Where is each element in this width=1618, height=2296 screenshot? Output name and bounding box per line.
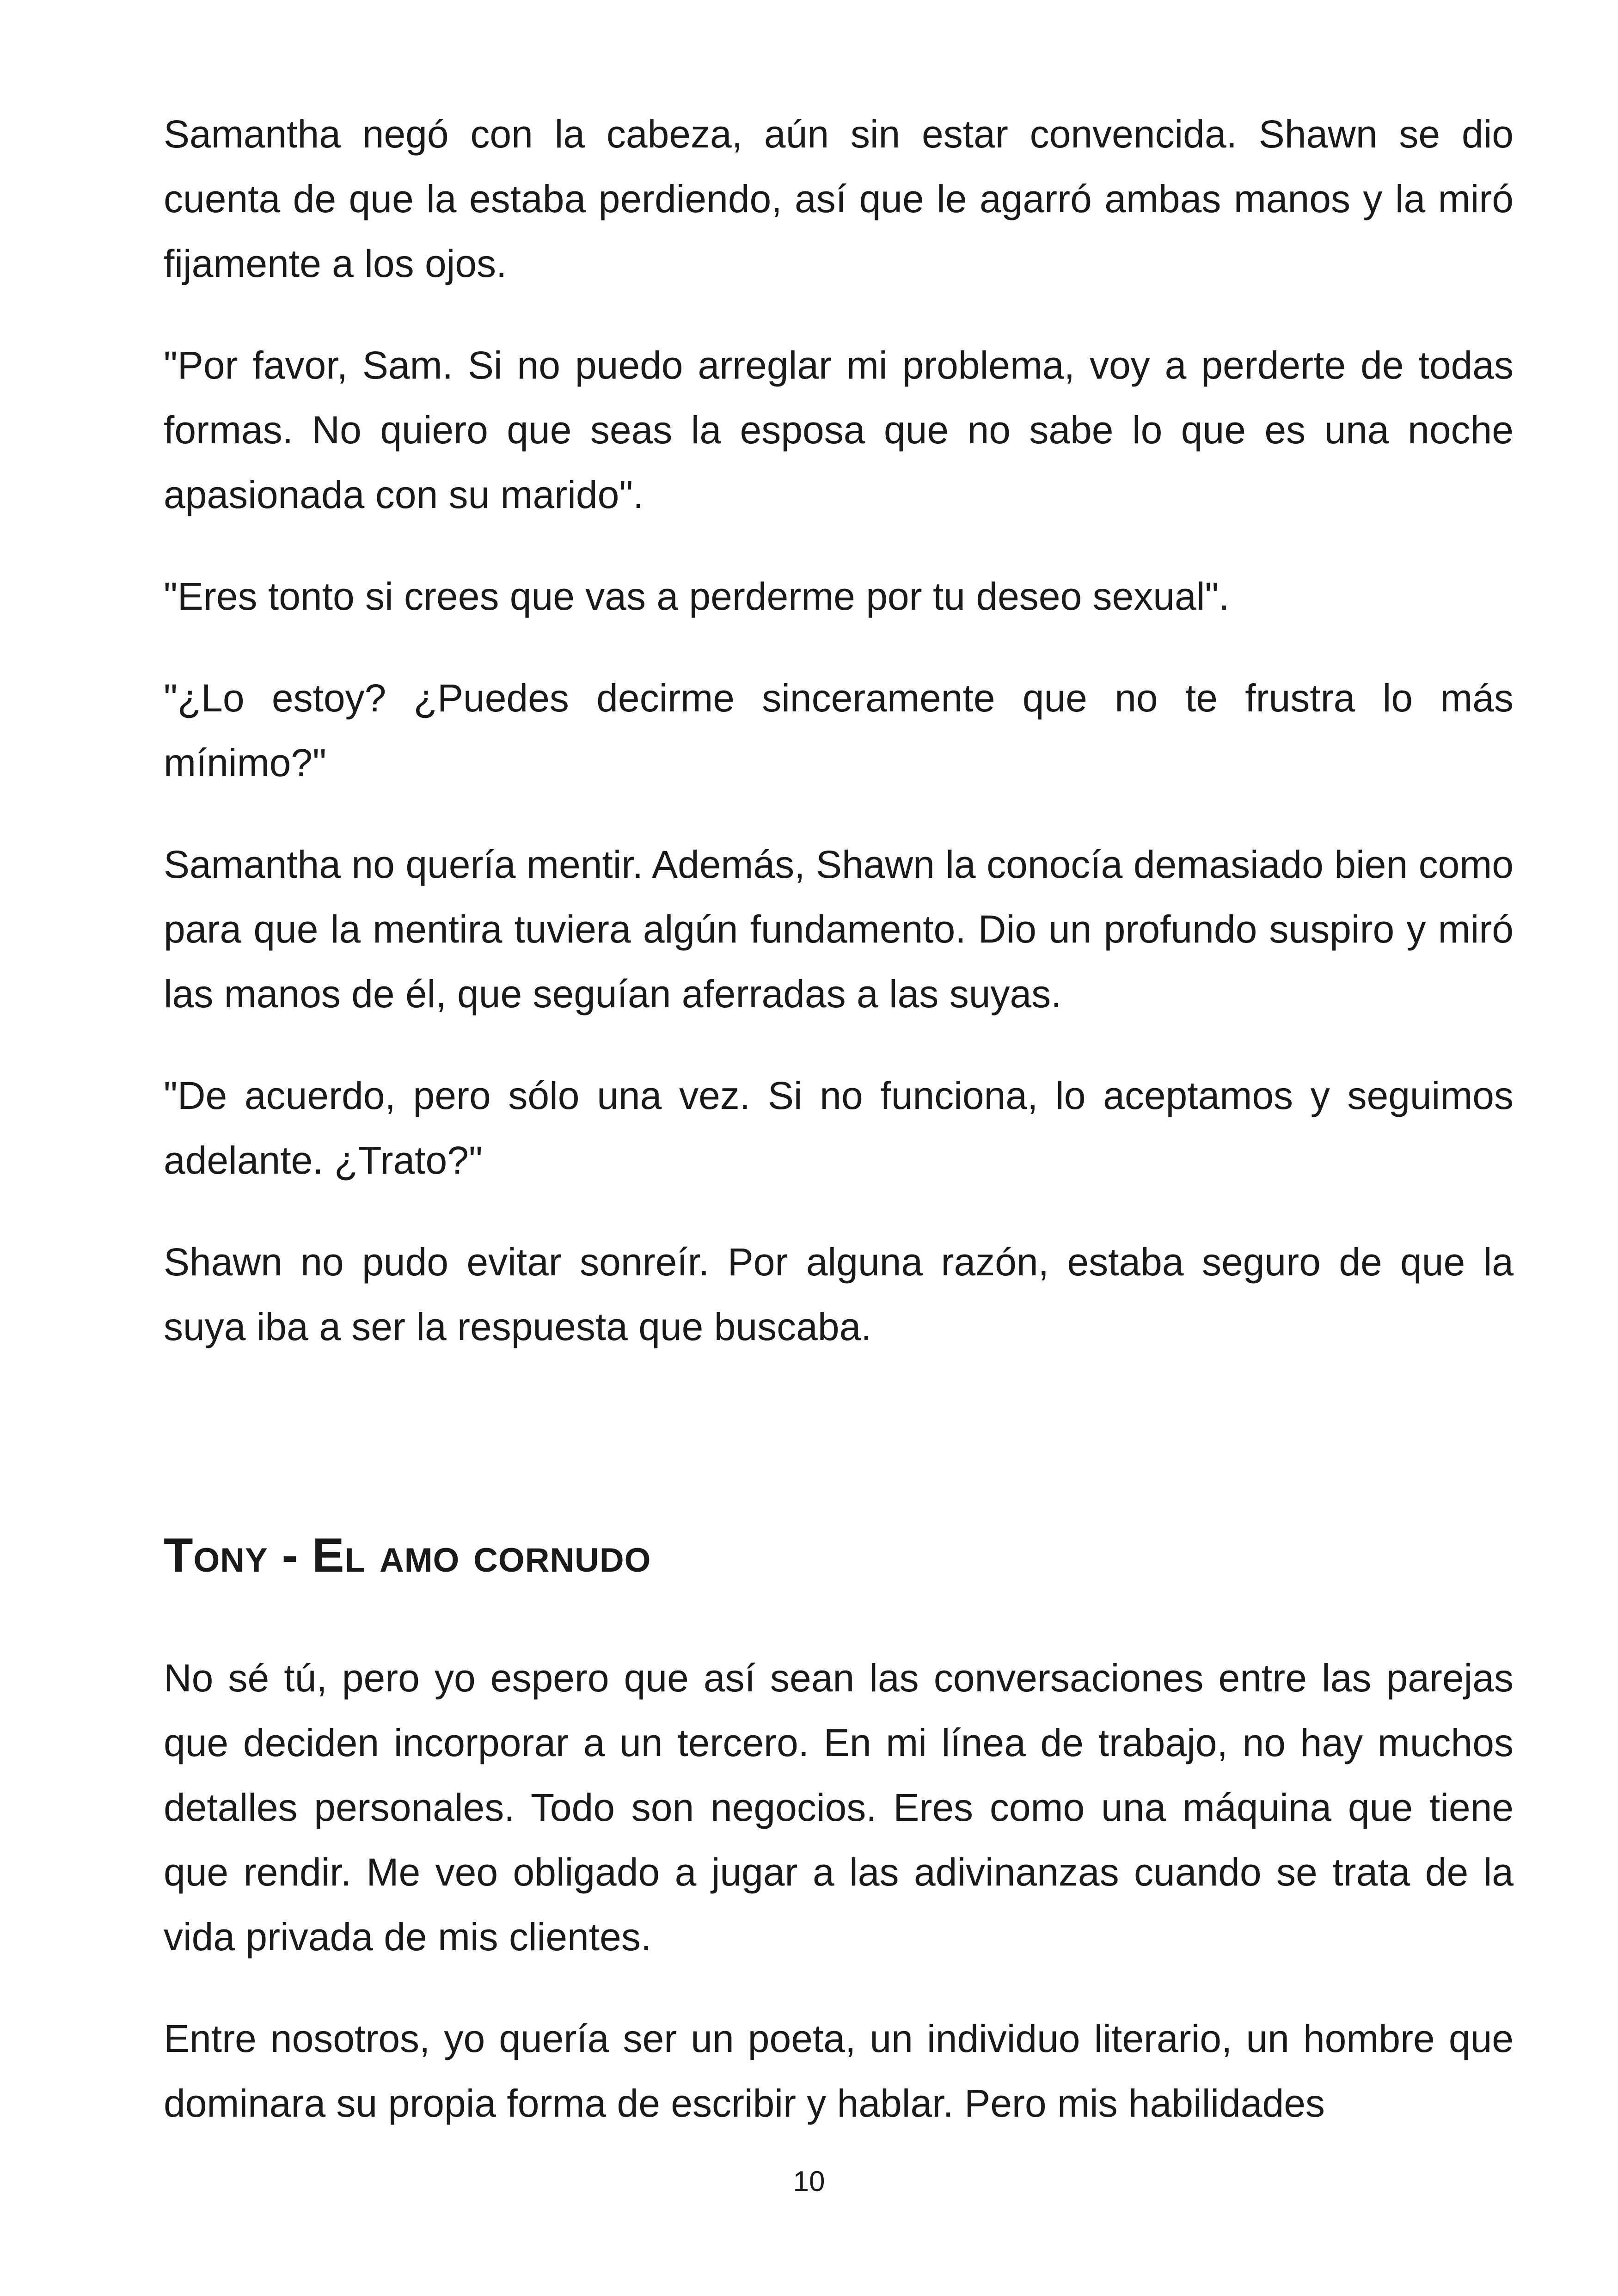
section-heading: Tony - El amo cornudo [164,1529,651,1582]
paragraph: Samantha negó con la cabeza, aún sin estar convencida. Shawn se dio cuenta de que la estaba perdiendo, así que le agarró ambas manos y la miró fijamente a los ojos. [164,112,1514,285]
paragraph: "Eres tonto si crees que vas a perderme por tu deseo sexual". [164,575,1230,618]
paragraph: Samantha no quería mentir. Además, Shawn la conocía demasiado bien como para que la mentira tuviera algún fundamento. Dio un profundo suspiro y miró las manos de él, que seguían aferradas a las suyas. [164,843,1514,1016]
paragraph: "Por favor, Sam. Si no puedo arreglar mi problema, voy a perderte de todas formas. No quiero que seas la esposa que no sabe lo que es una noche apasionada con su marido". [164,343,1514,516]
paragraph: "¿Lo estoy? ¿Puedes decirme sinceramente que no te frustra lo más mínimo?" [164,676,1514,784]
body-text-top [164,102,1514,1359]
page-number: 10 [793,2166,825,2198]
paragraph: "De acuerdo, pero sólo una vez. Si no funciona, lo aceptamos y seguimos adelante. ¿Trato?" [164,1074,1514,1182]
paragraph: Entre nosotros, yo quería ser un poeta, un individuo literario, un hombre que dominara su propia forma de escribir y hablar. Pero mis habilidades [164,2017,1514,2125]
paragraph: No sé tú, pero yo espero que así sean las conversaciones entre las parejas que deciden incorporar a un tercero. En mi línea de trabajo, no hay muchos detalles personales. Todo son negocios. Eres como una máquina que tiene que rendir. Me veo obligado a jugar a las adivinanzas cuando se trata de la vida privada de mis clientes. [164,1656,1514,1959]
paragraph: Shawn no pudo evitar sonreír. Por alguna razón, estaba seguro de que la suya iba a ser la respuesta que buscaba. [164,1240,1514,1348]
body-text-bottom [164,1646,1514,2136]
